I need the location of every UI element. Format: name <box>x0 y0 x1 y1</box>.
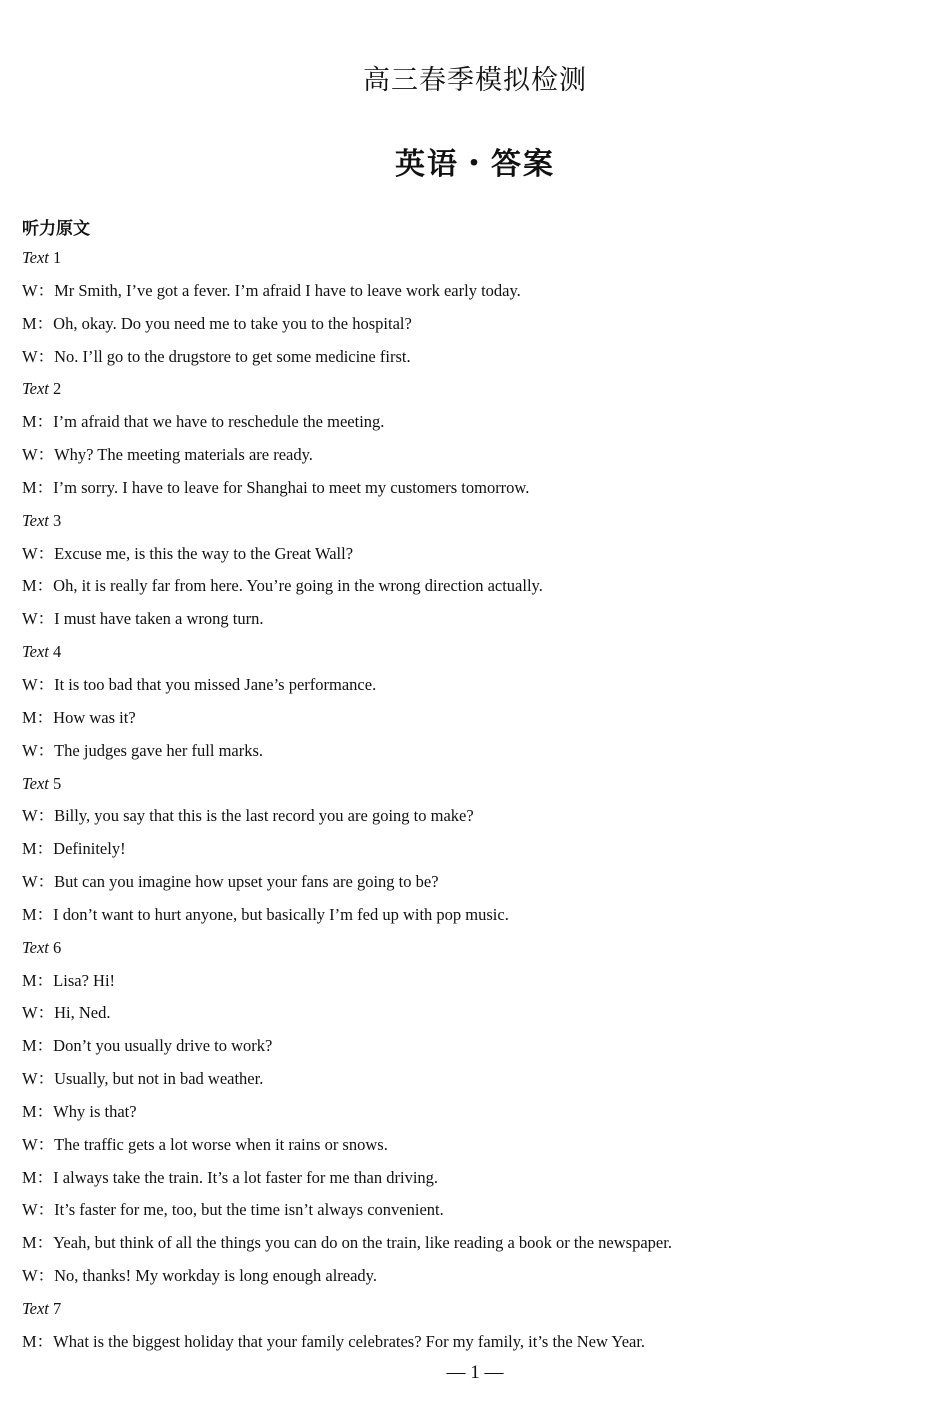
speaker-separator: ： <box>37 280 55 300</box>
dialogue-line <box>22 1326 922 1359</box>
speaker-separator: ： <box>36 1167 54 1187</box>
speaker-separator: ： <box>36 1233 54 1253</box>
dialogue-text: Don’t you usually drive to work? <box>53 1036 273 1056</box>
speaker-separator: ： <box>37 806 55 826</box>
speaker-separator: ： <box>37 1200 55 1220</box>
speaker-separator: ： <box>36 477 54 497</box>
speaker-label: W <box>22 1134 38 1154</box>
text-label-number: 5 <box>53 773 62 793</box>
speaker-label: M <box>22 576 37 596</box>
dialogue-line <box>22 899 922 932</box>
text-label-word: Text <box>22 510 49 530</box>
speaker-label: M <box>22 1331 37 1351</box>
speaker-separator: ： <box>37 1134 55 1154</box>
speaker-label: M <box>22 707 37 727</box>
text-label-word: Text <box>22 248 49 267</box>
speaker-separator: ： <box>37 543 55 563</box>
speaker-separator: ： <box>36 707 54 727</box>
dialogue-line <box>22 1260 922 1293</box>
text-label <box>22 1293 922 1326</box>
speaker-separator: ： <box>36 970 54 990</box>
dialogue-line <box>22 866 922 899</box>
dialogue-text: I must have taken a wrong turn. <box>54 609 264 629</box>
speaker-separator: ： <box>37 740 55 760</box>
dialogue-text: Usually, but not in bad weather. <box>54 1069 264 1089</box>
dialogue-line <box>22 1030 922 1063</box>
dialogue-line <box>22 472 922 505</box>
text-label-number: 1 <box>53 248 62 267</box>
dialogue-line <box>22 1096 922 1129</box>
speaker-separator: ： <box>37 1069 55 1089</box>
dialogue-line <box>22 800 922 833</box>
speaker-label: M <box>22 477 37 497</box>
dialogue-text: Oh, it is really far from here. You’re going in the wrong direction actually. <box>53 576 543 596</box>
dialogue-text: Hi, Ned. <box>54 1003 111 1023</box>
speaker-label: W <box>22 806 38 826</box>
text-label-number: 7 <box>53 1299 62 1318</box>
speaker-label: M <box>22 412 37 432</box>
dialogue-text: Yeah, but think of all the things you can do on the train, like reading a book or the newspaper. <box>53 1233 672 1253</box>
speaker-label: M <box>22 970 37 990</box>
speaker-label: W <box>22 543 38 563</box>
dialogue-line <box>22 603 922 636</box>
text-label-word: Text <box>22 1299 49 1318</box>
text-label <box>22 768 922 801</box>
speaker-separator: ： <box>36 1331 54 1351</box>
speaker-label: W <box>22 872 38 892</box>
dialogue-line <box>22 538 922 571</box>
speaker-label: W <box>22 1069 38 1089</box>
speaker-label: M <box>22 313 37 333</box>
text-label-word: Text <box>22 642 49 662</box>
speaker-separator: ： <box>37 872 55 892</box>
text-label-word: Text <box>22 773 49 793</box>
dialogue-line <box>22 308 922 341</box>
page-number: — 1 — <box>446 1362 504 1383</box>
dialogue-text: I’m afraid that we have to reschedule the meeting. <box>53 412 385 432</box>
speaker-separator: ： <box>37 674 55 694</box>
text-label-word: Text <box>22 379 49 399</box>
text-label <box>22 505 922 538</box>
dialogue-text: No, thanks! My workday is long enough already. <box>54 1266 377 1286</box>
dialogue-text: Billy, you say that this is the last record you are going to make? <box>54 806 474 826</box>
text-label-number: 6 <box>53 937 62 957</box>
dialogue-line <box>22 275 922 308</box>
dialogue-line <box>22 570 922 603</box>
speaker-separator: ： <box>37 1266 55 1286</box>
dialogue-text: Oh, okay. Do you need me to take you to the hospital? <box>53 313 412 333</box>
dialogue-text: I’m sorry. I have to leave for Shanghai to meet my customers tomorrow. <box>53 477 530 497</box>
dialogue-text: But can you imagine how upset your fans are going to be? <box>54 872 439 892</box>
document-title: 高三春季模拟检测 <box>363 65 587 96</box>
dialogue-line <box>22 439 922 472</box>
speaker-separator: ： <box>37 1003 55 1023</box>
speaker-label: M <box>22 904 37 924</box>
speaker-separator: ： <box>36 412 54 432</box>
dialogue-text: I don’t want to hurt anyone, but basically I’m fed up with pop music. <box>53 904 509 924</box>
dialogue-line <box>22 1129 922 1162</box>
dialogue-text: It’s faster for me, too, but the time isn’t always convenient. <box>54 1200 444 1220</box>
dialogue-line <box>22 997 922 1030</box>
transcript-list <box>22 242 922 1359</box>
dialogue-line <box>22 1194 922 1227</box>
speaker-label: M <box>22 1233 37 1253</box>
dialogue-text: Why is that? <box>53 1101 137 1121</box>
dialogue-text: The traffic gets a lot worse when it rains or snows. <box>54 1134 388 1154</box>
speaker-label: W <box>22 1266 38 1286</box>
text-label-word: Text <box>22 937 49 957</box>
speaker-separator: ： <box>36 1101 54 1121</box>
speaker-label: W <box>22 1003 38 1023</box>
dialogue-line <box>22 833 922 866</box>
section-heading: 听力原文 <box>22 219 90 239</box>
text-label <box>22 932 922 965</box>
speaker-label: M <box>22 839 37 859</box>
dialogue-line <box>22 735 922 768</box>
speaker-separator: ： <box>36 313 54 333</box>
speaker-separator: ： <box>36 839 54 859</box>
dialogue-text: I always take the train. It’s a lot faster for me than driving. <box>53 1167 439 1187</box>
text-label <box>22 636 922 669</box>
speaker-label: M <box>22 1101 37 1121</box>
speaker-label: W <box>22 740 38 760</box>
dialogue-line <box>22 1227 922 1260</box>
dialogue-text: Definitely! <box>53 839 126 859</box>
dialogue-text: What is the biggest holiday that your family celebrates? For my family, it’s the New Year. <box>53 1331 646 1351</box>
dialogue-text: It is too bad that you missed Jane’s performance. <box>54 674 377 694</box>
speaker-separator: ： <box>37 609 55 629</box>
text-label-number: 3 <box>53 510 62 530</box>
text-label-number: 4 <box>53 642 62 662</box>
dialogue-text: Excuse me, is this the way to the Great Wall? <box>54 543 354 563</box>
speaker-separator: ： <box>36 904 54 924</box>
speaker-label: M <box>22 1167 37 1187</box>
text-label-number: 2 <box>53 379 62 399</box>
speaker-label: W <box>22 674 38 694</box>
speaker-label: W <box>22 1200 38 1220</box>
speaker-label: M <box>22 1036 37 1056</box>
document-subtitle: 英语・答案 <box>395 147 555 182</box>
speaker-label: W <box>22 280 38 300</box>
dialogue-line <box>22 341 922 374</box>
dialogue-line <box>22 965 922 998</box>
speaker-separator: ： <box>36 1036 54 1056</box>
speaker-label: W <box>22 445 38 465</box>
dialogue-line <box>22 1063 922 1096</box>
dialogue-line <box>22 669 922 702</box>
dialogue-line <box>22 1162 922 1195</box>
dialogue-line <box>22 406 922 439</box>
speaker-label: W <box>22 346 38 366</box>
dialogue-text: No. I’ll go to the drugstore to get some medicine first. <box>54 346 411 366</box>
speaker-label: W <box>22 609 38 629</box>
dialogue-line <box>22 702 922 735</box>
dialogue-text: Lisa? Hi! <box>53 970 116 990</box>
speaker-separator: ： <box>37 346 55 366</box>
speaker-separator: ： <box>37 445 55 465</box>
text-label <box>22 242 922 275</box>
text-label <box>22 373 922 406</box>
speaker-separator: ： <box>36 576 54 596</box>
dialogue-text: Mr Smith, I’ve got a fever. I’m afraid I have to leave work early today. <box>54 280 521 300</box>
dialogue-text: How was it? <box>53 707 136 727</box>
dialogue-text: The judges gave her full marks. <box>54 740 264 760</box>
dialogue-text: Why? The meeting materials are ready. <box>54 445 313 465</box>
